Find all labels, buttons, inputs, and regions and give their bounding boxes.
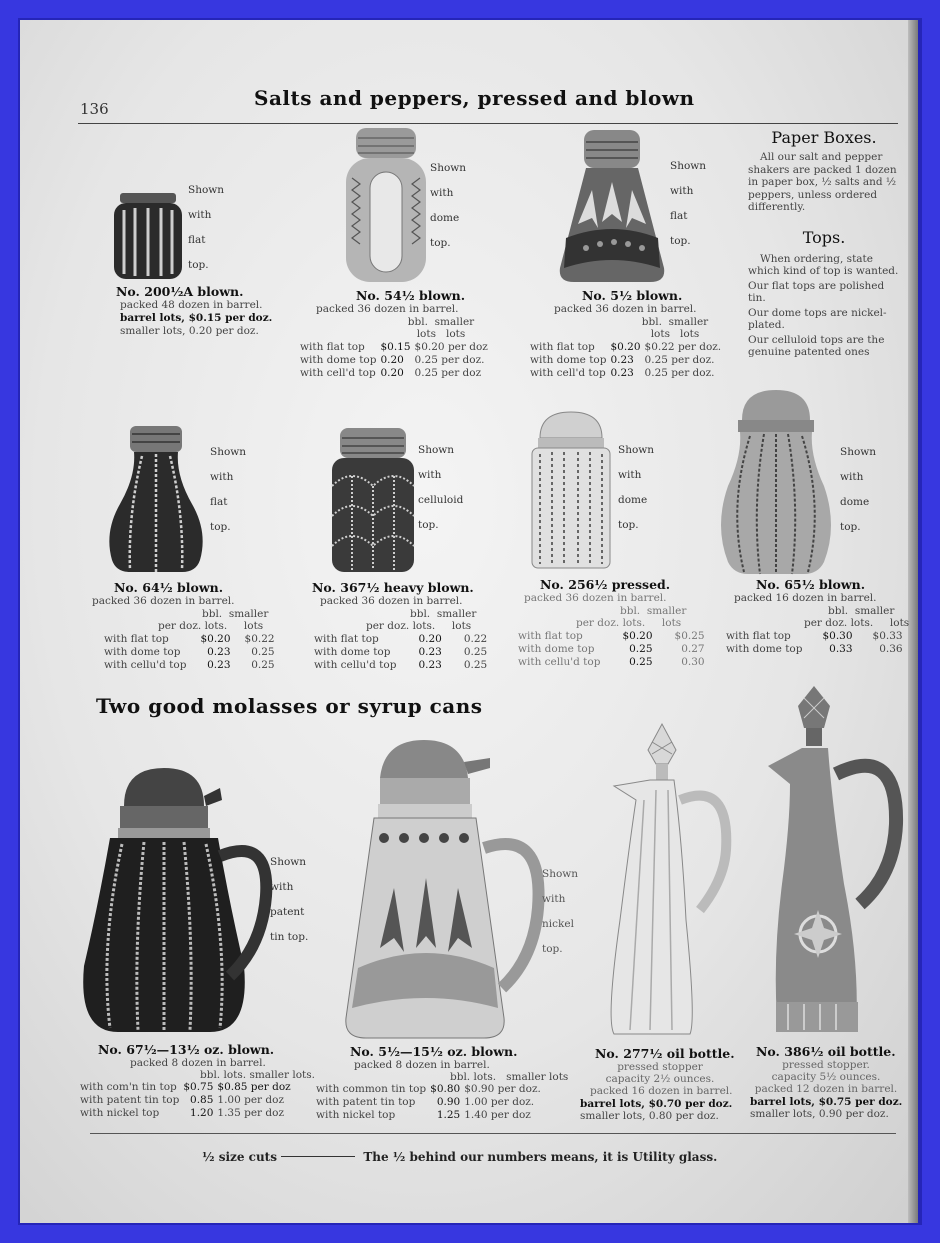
item-packing-67: packed 8 dozen in barrel. [130, 1057, 266, 1069]
table-row: with nickel top 1.20 1.35 per doz [80, 1107, 284, 1119]
item-name-367: No. 367½ heavy blown. [312, 580, 474, 595]
table-row: with patent tin top 0.85 1.00 per doz [80, 1094, 284, 1106]
table-row: with flat top 0.20 0.22 [314, 633, 488, 645]
table-row: with flat top $0.20 $0.22 per doz. [530, 341, 722, 353]
section-heading-syrup-cans: Two good molasses or syrup cans [96, 694, 483, 718]
item-name-5: No. 5½ blown. [582, 288, 683, 303]
table-row: with flat top $0.30 $0.33 [726, 630, 903, 642]
shown-note-67: Shown with patent tin top. [270, 856, 309, 943]
table-row: with dome top 0.23 0.25 [314, 646, 488, 658]
catalog-page [20, 20, 918, 1223]
shown-note-5: Shown with flat top. [670, 160, 707, 247]
item-packing-367: packed 36 dozen in barrel. [320, 595, 463, 607]
item-header-5-syrup: bbl. lots. smaller lots [450, 1071, 569, 1083]
footer-right: The ½ behind our numbers means, it is Utility glass. [363, 1150, 718, 1164]
tops-text-4: Our celluloid tops are the genuine patented ones [748, 333, 885, 358]
price-table-256 [518, 630, 709, 669]
shown-note-64: Shown with flat top. [210, 446, 247, 533]
shown-note-54: Shown with dome top. [430, 162, 467, 249]
paper-boxes-heading: Paper Boxes. [771, 128, 877, 147]
price-table-64 [104, 633, 279, 672]
shaker-65-half-image [714, 386, 838, 576]
footer-note [202, 1150, 717, 1164]
item-header-5: bbl. smaller lots lots [641, 316, 709, 340]
shown-note-5-syrup: Shown with nickel top. [542, 868, 579, 955]
table-row: with dome top 0.33 0.36 [726, 643, 903, 655]
price-table-5 [530, 341, 725, 380]
footer-dash [281, 1156, 355, 1157]
item-packing-54: packed 36 dozen in barrel. [316, 303, 459, 315]
page-title: Salts and peppers, pressed and blown [254, 86, 695, 110]
tops-text-1: When ordering, state which kind of top is wanted. [748, 252, 899, 277]
syrup-can-5-half-image [344, 738, 544, 1042]
shown-note-256: Shown with dome top. [618, 444, 655, 531]
table-row: with nickel top 1.25 1.40 per doz [316, 1109, 531, 1121]
shown-note-200a: Shown with flat top. [188, 184, 225, 271]
tops-text-2: Our flat tops are polished tin. [748, 279, 885, 304]
price-table-65 [726, 630, 907, 656]
table-row: with cellu'd top 0.25 0.30 [518, 656, 705, 668]
item-packing-5-syrup: packed 8 dozen in barrel. [354, 1059, 490, 1071]
item-header-64: bbl. smaller per doz. lots. lots [158, 608, 269, 632]
table-row: with flat top $0.20 $0.25 [518, 630, 705, 642]
item-header-54: bbl. smaller lots lots [407, 316, 475, 340]
item-prices-277: barrel lots, $0.70 per doz. smaller lots, 0.80 per doz. [580, 1098, 733, 1122]
item-name-256: No. 256½ pressed. [540, 577, 671, 592]
table-row: with cell'd top 0.20 0.25 per doz [300, 367, 482, 379]
item-name-67: No. 67½—13½ oz. blown. [98, 1042, 275, 1057]
item-name-386: No. 386½ oil bottle. [756, 1044, 896, 1059]
item-packing-5: packed 36 dozen in barrel. [554, 303, 697, 315]
item-header-65: bbl. smaller per doz. lots. lots [804, 605, 910, 629]
tops-text-3: Our dome tops are nickel-plated. [748, 306, 887, 331]
item-packing-65: packed 16 dozen in barrel. [734, 592, 877, 604]
table-row: with patent tin top 0.90 1.00 per doz. [316, 1096, 535, 1108]
price-table-367 [314, 633, 491, 672]
table-row: with dome top 0.25 0.27 [518, 643, 705, 655]
item-packing-64: packed 36 dozen in barrel. [92, 595, 235, 607]
price-table-5-syrup [316, 1083, 545, 1122]
shaker-367-half-image [328, 426, 418, 574]
item-name-54: No. 54½ blown. [356, 288, 466, 303]
item-details-277: pressed stopper capacity 2½ ounces. packed 16 dozen in barrel. [590, 1061, 733, 1097]
item-header-67: bbl. lots. smaller lots. [200, 1069, 315, 1081]
oil-bottle-386-half-image [748, 684, 904, 1042]
item-header-367: bbl. smaller per doz. lots. lots [366, 608, 477, 632]
footer-rule [90, 1133, 896, 1134]
table-row: with cellu'd top 0.23 0.25 [104, 659, 275, 671]
table-row: with com'n tin top $0.75 $0.85 per doz [80, 1081, 291, 1093]
table-row: with dome top 0.20 0.25 per doz. [300, 354, 485, 366]
page-number: 136 [80, 100, 109, 118]
paper-boxes-text: All our salt and pepper shakers are packed 1 dozen in paper box, ½ salts and ½ peppers, unless ordered differently. [748, 151, 897, 213]
shaker-256-half-image [526, 410, 616, 572]
item-name-277: No. 277½ oil bottle. [595, 1046, 735, 1061]
item-name-5-syrup: No. 5½—15½ oz. blown. [350, 1044, 518, 1059]
item-name-65: No. 65½ blown. [756, 577, 866, 592]
table-row: with flat top $0.20 $0.22 [104, 633, 275, 645]
table-row: with flat top $0.15 $0.20 per doz [300, 341, 488, 353]
table-row: with cell'd top 0.23 0.25 per doz. [530, 367, 715, 379]
table-row: with common tin top $0.80 $0.90 per doz. [316, 1083, 541, 1095]
item-packing-256: packed 36 dozen in barrel. [524, 592, 667, 604]
table-row: with dome top 0.23 0.25 [104, 646, 275, 658]
item-prices-386: barrel lots, $0.75 per doz. smaller lots, 0.90 per doz. [750, 1096, 903, 1120]
item-name-200a: No. 200½A blown. [116, 284, 244, 299]
footer-left: ½ size cuts [202, 1150, 277, 1164]
table-row: with cellu'd top 0.23 0.25 [314, 659, 488, 671]
shown-note-65: Shown with dome top. [840, 446, 877, 533]
sidebar-notes [748, 128, 900, 359]
item-details-200a: packed 48 dozen in barrel. barrel lots, $0.15 per doz. smaller lots, 0.20 per doz. [120, 299, 273, 337]
price-table-54 [300, 341, 492, 380]
price-table-67 [80, 1081, 295, 1120]
shaker-200-half-a-image [110, 190, 186, 282]
tops-heading: Tops. [802, 227, 846, 247]
shown-note-367: Shown with celluloid top. [418, 444, 464, 531]
shaker-64-half-image [104, 424, 208, 574]
oil-bottle-277-half-image [600, 720, 730, 1044]
shaker-54-half-image [342, 126, 430, 286]
item-header-256: bbl. smaller per doz. lots. lots [576, 605, 687, 629]
item-name-64: No. 64½ blown. [114, 580, 224, 595]
shaker-5-half-image [556, 128, 668, 284]
table-row: with dome top 0.23 0.25 per doz. [530, 354, 715, 366]
item-details-386: pressed stopper. capacity 5½ ounces. packed 12 dozen in barrel. [754, 1059, 898, 1095]
title-rule [78, 123, 898, 124]
syrup-can-67-half-image [80, 766, 272, 1038]
